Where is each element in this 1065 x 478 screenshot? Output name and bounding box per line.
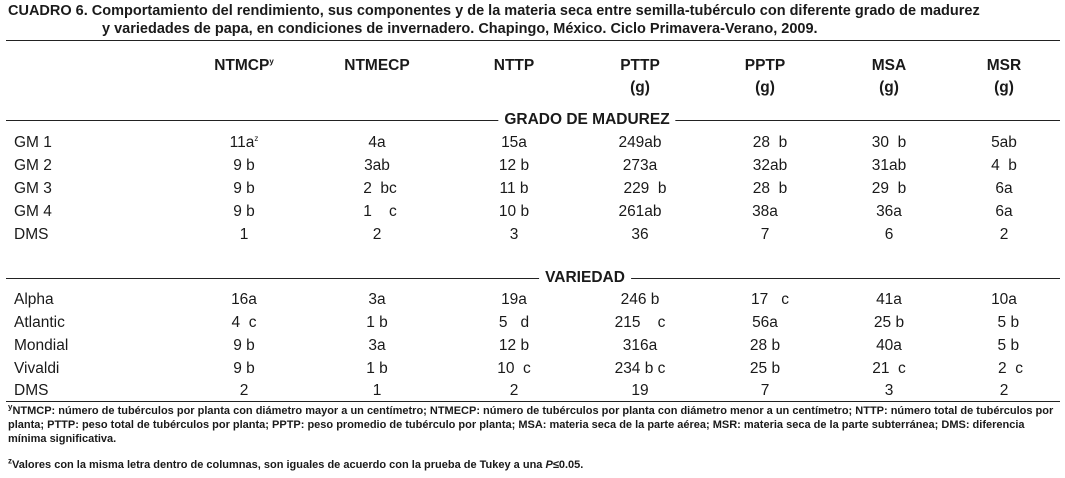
cell-nttp: 19a bbox=[501, 291, 527, 308]
header-msr: MSR bbox=[986, 57, 1022, 74]
cell-msr: 10a bbox=[991, 291, 1017, 308]
row-label: Mondial bbox=[14, 337, 69, 354]
cell-pttp: 229 b bbox=[623, 180, 667, 197]
cell-msa: 31ab bbox=[871, 157, 907, 174]
cell-nttp: 10 c bbox=[497, 360, 531, 377]
row-label: Vivaldi bbox=[14, 360, 60, 377]
cell-pttp: 215 c bbox=[614, 314, 666, 331]
cell-ntmcp: $11a^z$ bbox=[229, 133, 259, 151]
cell-pptp: 7 bbox=[760, 382, 770, 399]
cell-pptp: 28 b bbox=[752, 180, 788, 197]
cell-msr: 2 c bbox=[985, 360, 1023, 377]
row-label: DMS bbox=[14, 382, 49, 399]
cell-ntmecp: 3ab bbox=[364, 157, 390, 174]
cell-ntmecp: 2 bc bbox=[363, 180, 397, 197]
cell-msr: 4 b bbox=[991, 157, 1017, 174]
cell-ntmcp: 4 c bbox=[231, 314, 257, 331]
cell-msa: 21 c bbox=[872, 360, 906, 377]
cell-ntmecp: 1 c bbox=[363, 203, 397, 220]
cell-msa: 40a bbox=[876, 337, 902, 354]
cell-ntmcp: 9 b bbox=[233, 180, 255, 197]
cell-ntmecp: 1 b bbox=[366, 314, 388, 331]
header-pptp: PPTP bbox=[744, 57, 786, 74]
cell-nttp: 3 bbox=[509, 226, 519, 243]
header-pptp-unit: (g) bbox=[755, 79, 775, 96]
cell-msa: 3 bbox=[884, 382, 894, 399]
cell-pptp: 7 bbox=[760, 226, 770, 243]
cell-pptp: 28 b bbox=[752, 134, 788, 151]
cell-msr: 6a bbox=[995, 203, 1013, 220]
cell-ntmcp: 9 b bbox=[233, 360, 255, 377]
cell-ntmcp: 16a bbox=[231, 291, 257, 308]
cell-pptp: 32ab bbox=[752, 157, 788, 174]
bottom-rule bbox=[6, 401, 1060, 402]
cell-ntmecp: 1 bbox=[372, 382, 382, 399]
table-caption bbox=[8, 2, 1060, 38]
cell-msr: 2 bbox=[999, 226, 1009, 243]
cell-nttp: 10 b bbox=[498, 203, 530, 220]
cell-msr: 2 bbox=[999, 382, 1009, 399]
cell-pptp: 56a bbox=[752, 314, 778, 331]
row-label: GM 4 bbox=[14, 203, 52, 220]
section-rule-variedad bbox=[6, 278, 1060, 279]
cell-msa: 6 bbox=[884, 226, 894, 243]
cell-msa: 25 b bbox=[873, 314, 905, 331]
cell-pptp: 38a bbox=[752, 203, 778, 220]
cell-nttp: 12 b bbox=[498, 337, 530, 354]
cell-msr: 5 b bbox=[988, 314, 1020, 331]
cell-msa: 30 b bbox=[871, 134, 907, 151]
cell-pttp: 246 b bbox=[620, 291, 660, 308]
header-msr-unit: (g) bbox=[994, 79, 1014, 96]
row-label: Atlantic bbox=[14, 314, 65, 331]
cell-ntmcp: 2 bbox=[239, 382, 249, 399]
cell-msa: 41a bbox=[876, 291, 902, 308]
section-title-grado: GRADO DE MADUREZ bbox=[498, 110, 675, 130]
row-label: Alpha bbox=[14, 291, 54, 308]
row-label: GM 2 bbox=[14, 157, 52, 174]
header-nttp: NTTP bbox=[493, 57, 535, 74]
cell-pttp: 36 bbox=[631, 226, 649, 243]
header-ntmecp: NTMECP bbox=[344, 57, 410, 74]
header-pttp: PTTP bbox=[620, 57, 660, 74]
header-msa-unit: (g) bbox=[879, 79, 899, 96]
header-msa: MSA bbox=[871, 57, 907, 74]
row-label: GM 1 bbox=[14, 134, 52, 151]
cell-nttp: 11 b bbox=[499, 180, 529, 197]
header-pttp-unit: (g) bbox=[630, 79, 650, 96]
cell-pttp: 249ab bbox=[618, 134, 662, 151]
top-rule bbox=[6, 40, 1060, 41]
cell-msr: 6a bbox=[995, 180, 1013, 197]
cell-msa: 36a bbox=[876, 203, 902, 220]
section-title-variedad: VARIEDAD bbox=[539, 268, 631, 288]
cell-nttp: 15a bbox=[501, 134, 527, 151]
row-label: DMS bbox=[14, 226, 49, 243]
footnote-y: $^y$NTMCP: número de tubérculos por planta con diámetro mayor a un centímetro; NTMECP: número de tubérculos por planta con diámetro menor a un centímetro; NTTP: número total de tubérculos por planta; PTTP: peso total de tubérculos por planta; PPTP: peso promedio de tubérculo por planta; MSA: materia seca de la parte aérea; MSR: materia seca de la parte subterránea; DMS: diferencia mínima significativa. bbox=[8, 402, 1054, 445]
cell-ntmecp: 4a bbox=[368, 134, 386, 151]
cell-pttp: 316a bbox=[622, 337, 658, 354]
cell-pptp: 28 b bbox=[749, 337, 781, 354]
cell-pptp: 25 b bbox=[749, 360, 781, 377]
cell-ntmcp: 9 b bbox=[233, 337, 255, 354]
cell-pptp: 17 c bbox=[751, 291, 789, 308]
row-label: GM 3 bbox=[14, 180, 52, 197]
cell-nttp: 5 d bbox=[498, 314, 530, 331]
cell-ntmcp: 1 bbox=[239, 226, 249, 243]
cell-msr: 5 b bbox=[988, 337, 1020, 354]
header-ntmcp: NTMCP$^y$ bbox=[214, 56, 274, 74]
caption-line-1: CUADRO 6. Comportamiento del rendimiento, sus componentes y de la materia seca entre semilla-tubérculo con diferente grado de madurez bbox=[8, 3, 980, 19]
cell-ntmecp: 1 b bbox=[366, 360, 388, 377]
cell-ntmecp: 3a bbox=[368, 291, 386, 308]
cell-ntmcp: 9 b bbox=[233, 203, 255, 220]
cell-pttp: 19 bbox=[631, 382, 649, 399]
cell-nttp: 2 bbox=[509, 382, 519, 399]
cell-pttp: 273a bbox=[622, 157, 658, 174]
cell-msa: 29 b bbox=[871, 180, 907, 197]
caption-line-2: y variedades de papa, en condiciones de invernadero. Chapingo, México. Ciclo Primavera-Verano, 2009. bbox=[102, 21, 818, 37]
footnote-z: $^z$Valores con la misma letra dentro de columnas, son iguales de acuerdo con la prueba de Tukey a una P≤0.05. bbox=[8, 456, 584, 471]
cell-pttp: 234 b c bbox=[614, 360, 666, 377]
cell-msr: 5ab bbox=[991, 134, 1017, 151]
cell-ntmcp: 9 b bbox=[233, 157, 255, 174]
cell-ntmecp: 3a bbox=[368, 337, 386, 354]
cell-ntmecp: 2 bbox=[372, 226, 382, 243]
cell-pttp: 261ab bbox=[618, 203, 662, 220]
cell-nttp: 12 b bbox=[498, 157, 530, 174]
